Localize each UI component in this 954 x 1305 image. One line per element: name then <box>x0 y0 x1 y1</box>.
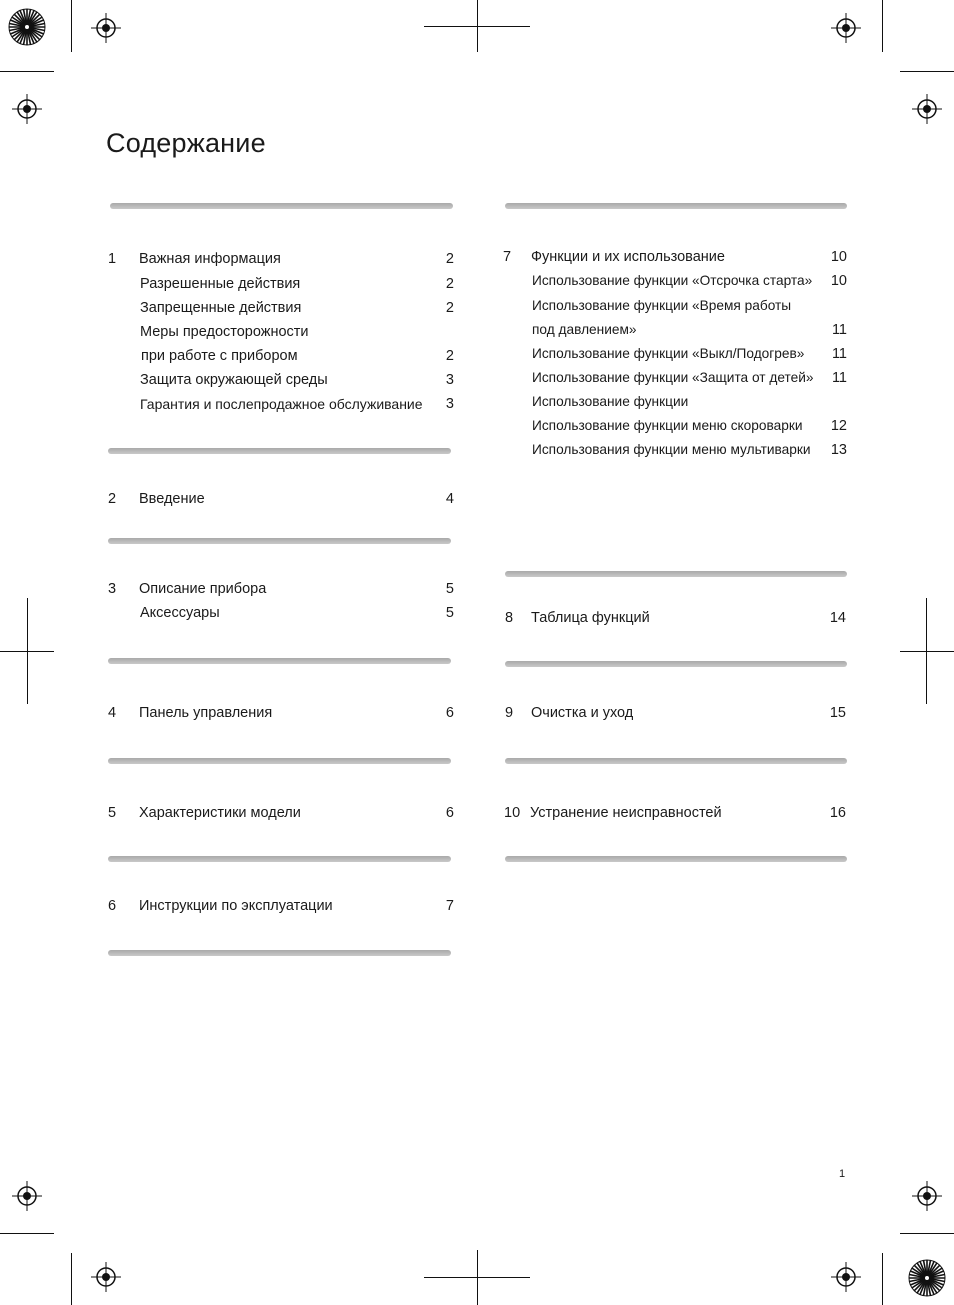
crop-mark <box>0 1233 54 1234</box>
section-number: 7 <box>503 249 512 265</box>
toc-entry-title: Очистка и уход <box>531 705 634 721</box>
section-number: 9 <box>505 705 514 721</box>
toc-entry-title: Использование функции меню скороварки <box>532 418 803 433</box>
toc-page-number: 3 <box>445 396 454 412</box>
toc-page-number: 10 <box>830 273 847 289</box>
toc-entry[interactable] <box>503 342 847 366</box>
crop-mark <box>900 651 954 652</box>
toc-entry[interactable] <box>108 392 454 416</box>
section-divider <box>505 758 847 764</box>
toc-entry-title: Аксессуары <box>140 605 220 621</box>
toc-entry-title: Использование функции «Время работы <box>532 298 792 313</box>
toc-entry-title: Введение <box>139 491 205 507</box>
registration-mark-icon <box>912 94 942 124</box>
toc-entry[interactable] <box>503 245 847 269</box>
toc-page-number: 6 <box>445 805 454 821</box>
toc-entry[interactable] <box>108 894 454 918</box>
section-number: 6 <box>108 898 117 914</box>
toc-page-number: 11 <box>831 322 847 338</box>
toc-entry-title: Использование функции «Отсрочка старта» <box>532 273 813 288</box>
toc-page-number: 3 <box>445 372 454 388</box>
toc-entry[interactable] <box>503 414 847 438</box>
toc-entry[interactable] <box>108 487 454 511</box>
toc-entry[interactable] <box>108 320 454 344</box>
toc-page-number: 2 <box>445 251 454 267</box>
toc-entry-title: Использование функции «Защита от детей» <box>532 370 814 385</box>
toc-page-number: 6 <box>445 705 454 721</box>
toc-entry-title: Устранение неисправностей <box>530 805 722 821</box>
toc-page-number: 11 <box>831 346 847 362</box>
crop-mark <box>882 1253 883 1305</box>
crop-mark <box>900 1233 954 1234</box>
section-divider <box>505 203 847 209</box>
toc-entry[interactable] <box>503 269 847 293</box>
section-number: 1 <box>108 251 117 267</box>
crop-mark <box>71 1253 72 1305</box>
section-divider <box>108 758 451 764</box>
registration-mark-icon <box>912 1181 942 1211</box>
sunburst-mark-icon <box>8 8 46 46</box>
section-number: 3 <box>108 581 117 597</box>
toc-page-number: 10 <box>830 249 847 265</box>
section-number: 4 <box>108 705 117 721</box>
toc-entry-title: Таблица функций <box>531 610 650 626</box>
section-divider <box>110 203 453 209</box>
registration-mark-icon <box>12 1181 42 1211</box>
toc-entry[interactable] <box>503 294 847 318</box>
toc-entry[interactable] <box>503 366 847 390</box>
toc-entry[interactable] <box>108 801 454 825</box>
toc-entry-title: Разрешенные действия <box>140 276 301 292</box>
section-number: 10 <box>504 805 521 821</box>
toc-page-number: 2 <box>445 276 454 292</box>
section-divider <box>108 856 451 862</box>
toc-entry-title: Использование функции <box>532 394 689 409</box>
toc-entry[interactable] <box>108 577 454 601</box>
toc-entry[interactable] <box>505 701 846 725</box>
toc-page-number: 11 <box>831 370 847 386</box>
toc-entry-title: при работе с прибором <box>141 348 298 364</box>
toc-entry-title: Характеристики модели <box>139 805 301 821</box>
toc-page-number: 14 <box>829 610 846 626</box>
toc-entry-title: под давлением» <box>532 322 637 337</box>
toc-entry[interactable] <box>108 368 454 392</box>
toc-page-number: 2 <box>445 300 454 316</box>
toc-entry[interactable] <box>108 296 454 320</box>
toc-entry[interactable] <box>108 701 454 725</box>
registration-mark-icon <box>91 1262 121 1292</box>
toc-entry[interactable] <box>108 272 454 296</box>
toc-page-number: 13 <box>830 442 847 458</box>
toc-page-number: 2 <box>445 348 454 364</box>
toc-entry[interactable] <box>108 344 454 368</box>
section-divider <box>108 950 451 956</box>
toc-page-number: 5 <box>445 605 454 621</box>
toc-entry[interactable] <box>503 390 847 414</box>
toc-entry[interactable] <box>505 606 846 630</box>
registration-mark-icon <box>831 1262 861 1292</box>
registration-mark-icon <box>12 94 42 124</box>
toc-entry[interactable] <box>108 601 454 625</box>
section-number: 2 <box>108 491 117 507</box>
toc-entry-title: Защита окружающей среды <box>140 372 328 388</box>
toc-page-number: 12 <box>830 418 847 434</box>
toc-entry-title: Важная информация <box>139 251 281 267</box>
crop-mark <box>900 71 954 72</box>
crop-mark <box>0 651 54 652</box>
toc-page-number: 16 <box>829 805 846 821</box>
page-number: 1 <box>839 1168 846 1180</box>
toc-entry-title: Гарантия и послепродажное обслуживание <box>140 396 423 412</box>
crop-mark <box>71 0 72 52</box>
toc-entry-title: Функции и их использование <box>531 249 725 265</box>
section-number: 8 <box>505 610 514 626</box>
toc-page-number: 5 <box>445 581 454 597</box>
toc-entry[interactable] <box>504 801 846 825</box>
toc-entry-title: Использование функции «Выкл/Подогрев» <box>532 346 805 361</box>
toc-entry[interactable] <box>503 438 847 462</box>
section-divider <box>505 571 847 577</box>
toc-entry-title: Запрещенные действия <box>140 300 302 316</box>
section-divider <box>505 856 847 862</box>
page-title: Содержание <box>106 128 266 158</box>
crop-mark <box>882 0 883 52</box>
registration-mark-icon <box>91 13 121 43</box>
toc-entry-title: Использования функции меню мультиварки <box>532 442 811 457</box>
toc-page-number: 15 <box>829 705 846 721</box>
registration-mark-icon <box>831 13 861 43</box>
toc-page-number: 4 <box>445 491 454 507</box>
toc-page-number: 7 <box>445 898 454 914</box>
toc-entry[interactable] <box>108 247 454 271</box>
toc-entry-title: Описание прибора <box>139 581 267 597</box>
section-divider <box>505 661 847 667</box>
section-number: 5 <box>108 805 117 821</box>
section-divider <box>108 448 451 454</box>
crop-mark <box>424 26 530 27</box>
crop-mark <box>424 1277 530 1278</box>
toc-entry-title: Меры предосторожности <box>140 324 309 340</box>
toc-entry-title: Инструкции по эксплуатации <box>139 898 333 914</box>
crop-mark <box>0 71 54 72</box>
toc-entry[interactable] <box>503 318 847 342</box>
sunburst-mark-icon <box>908 1259 946 1297</box>
section-divider <box>108 658 451 664</box>
toc-entry-title: Панель управления <box>139 705 273 721</box>
section-divider <box>108 538 451 544</box>
